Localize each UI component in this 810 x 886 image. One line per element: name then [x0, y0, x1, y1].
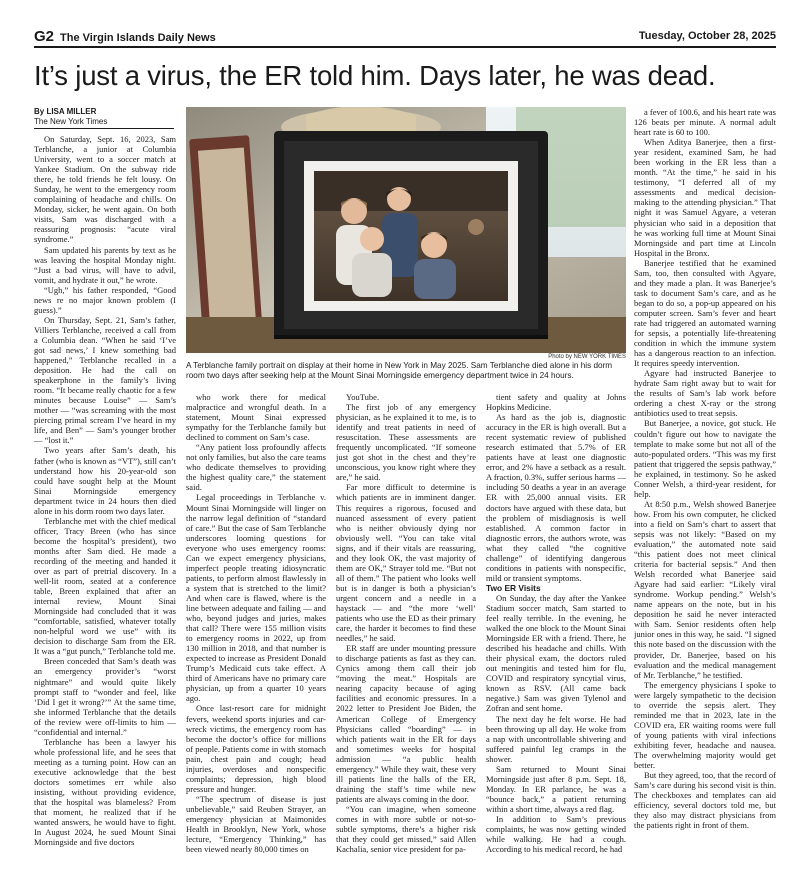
article-column-1 [34, 134, 176, 882]
article-column-3 [336, 392, 476, 882]
photo-illustration [186, 107, 626, 353]
article-paragraph: “Ugh,” his father responded, “Good news re no major known problem (I guess).” [34, 284, 176, 315]
masthead [34, 26, 776, 46]
section-subhead: Two ER Visits [486, 582, 541, 593]
page-number: G2 [34, 27, 55, 45]
headline: It’s just a virus, the ER told him. Days later, he was dead. [34, 60, 716, 91]
article-paragraph: The next day he felt worse. He had been throwing up all day. He woke from a nap with uncontrollable shivering and suffered painful leg cramps in the shower. [486, 713, 626, 764]
article-paragraph: “Any patient loss profoundly affects not only families, but also the care teams who dedicate themselves to providing the highest quality care,” the statement said. [186, 442, 326, 493]
article-paragraph: The emergency physicians I spoke to were largely sympathetic to the decision to override the sepsis alert. They reminded me that in 2023, late in the COVID era, ER waiting rooms were full of young patients with viral infections exhibiting fever, headache and nausea. The overwhelming majority would get better. [634, 679, 776, 771]
article-paragraph: YouTube. [346, 392, 380, 402]
masthead-rule [34, 46, 776, 48]
article-paragraph: Two years after Sam’s death, his father (who is known as “VT”), still can’t understand how his 20-year-old son could have sought help at the Mount Sinai Morningside emergency department twice in 24 hours then died alone in his dorm room two days later. [34, 445, 176, 516]
article-paragraph: who work there for medical malpractice and wrongful death. In a statement, Mount Sinai expressed sympathy for the Terblanche family but declined to comment on Sam’s case. [186, 392, 326, 443]
article-paragraph: a fever of 100.6, and his heart rate was 126 beats per minute. A normal adult heart rate is 60 to 100. [634, 107, 776, 138]
paper-name: The Virgin Islands Daily News [60, 31, 216, 44]
byline [34, 107, 174, 126]
article-paragraph: Legal proceedings in Terblanche v. Mount Sinai Morningside will linger on the narrow legal definition of “standard of care.” But the case of Sam Terblanche underscores looming questions for everyone who uses emergency rooms: Can we expect emergency physicians, imperfect people treating idiosyncratic patients, to perform almost flawlessly in a system that is stretched to the limit? And when care is flawed, where is the line between adequate and failing — and who, beyond judges and juries, makes that call? There were 155 million visits to emergency rooms in 2022, up from 130 million in 2018, and that number is expected to increase as President Donald Trump’s Medicaid cuts take effect. A third of Americans have no primary care physician, up from a quarter 10 years ago. [186, 492, 326, 704]
byline-author: By LISA MILLER [34, 107, 97, 116]
article-paragraph: Far more difficult to determine is which patients are in imminent danger. This requires a rigorous, focused and nuanced assessment of every patient who is neither obviously dying nor obviously well. “You can take vital signs, and if their vitals are reassuring, and they look OK, the vast majority of them are OK,” Strayer told me. “But not all of them.” The patient who looks well but is in danger is both a physician’s urgent concern and a needle in a haystack — and “the more ‘well’ patients who use the ED as their primary care, the harder it becomes to find these needles,” he said. [336, 482, 476, 644]
article-paragraph: But Banerjee, a novice, got stuck. He couldn’t figure out how to navigate the template to make some but not all of the auto-populated orders. “This was my first patient that triggered the sepsis pathway,” he explained, in testimony. So he asked Conner Welsh, a third-year resident, for help. [634, 418, 776, 499]
article-paragraph: Terblanche met with the chief medical officer, Tracy Breen (who has since become the hospital’s president), two months after Sam died. He made a recording of the meeting and handed it over as part of pretrial discovery. In a well-lit room, seated at a conference table, Breen explained that after an internal review, Mount Sinai Morningside had concluded that it was “comfortable, satisfied, whatever totally non-helpful word we use” with its decision to discharge Sam from the ER. It was a “gut punch,” Terblanche told me. [34, 515, 176, 657]
issue-date: Tuesday, October 28, 2025 [638, 30, 776, 42]
photo-credit: Photo by NEW YORK TIMES [548, 354, 626, 360]
article-paragraph: tient safety and quality at Johns Hopkins Medicine. [486, 392, 626, 413]
article-paragraph: ER staff are under mounting pressure to discharge patients as fast as they can. Cynics among them call their job “moving the meat.” Hospitals are nearing capacity because of aging facilities and economic pressures. In a 2022 letter to President Joe Biden, the American College of Emergency Physicians called “boarding” — in which patients wait in the ER for days and sometimes weeks for hospital admission — “a public health emergency.” While they wait, these very ill patients line the halls of the ER, draining the staff’s time while new patients are always coming in the door. [336, 643, 476, 804]
article-column-5 [634, 107, 776, 882]
byline-organization: The New York Times [34, 117, 108, 126]
article-paragraph: Agyare had instructed Banerjee to hydrate Sam right away but to wait for the results of Sam’s lab work before ordering a chest X-ray or the strong antibiotics used to treat sepsis. [634, 368, 776, 419]
article-paragraph: Sam updated his parents by text as he was leaving the hospital Monday night. “Just a bad virus, will have to advil, vomit, and hydrate it out,” he wrote. [34, 244, 176, 285]
article-paragraph: In addition to Sam’s previous complaints, he was now getting winded while walking. He had a cough. According to his medical record, he had [486, 813, 626, 855]
article-paragraph: But they agreed, too, that the record of Sam’s care during his second visit is thin. The checkboxes and templates can aid efficiency, several doctors told me, but they also may distract physicians from the patients right in front of them. [634, 770, 776, 831]
article-paragraph: Banerjee testified that he examined Sam, too, then consulted with Agyare, and they made a plan. It was Banerjee’s task to document Sam’s care, and as he began to do so, a pop-up appeared on his computer screen. Sam’s fever and heart rate had triggered an automated warning for sepsis, a potentially life-threatening condition in which the immune system has a dangerous reaction to an infection. It requires speedy intervention. [634, 257, 776, 369]
article-paragraph: Sam returned to Mount Sinai Morningside just after 8 p.m. Sept. 18, Monday. In ER parlance, he was a “bounce back,” a patient returning within a short time, always a red flag. [486, 763, 626, 814]
article-paragraph: On Saturday, Sept. 16, 2023, Sam Terblanche, a junior at Columbia University, went to a soccer match at Yankee Stadium. On the subway ride there, he told friends he felt lousy. On Sunday, he went to the emergency room complaining of headache and chills. On Monday, sicker, he went again. On both visits, Sam was discharged with a reassuring prognosis: “acute viral syndrome.” [34, 134, 176, 245]
article-paragraph: The first job of any emergency physician, as he explained it to me, is to identify and treat patients in need of resuscitation. These assessments are frequently uncomplicated. “If someone just got shot in the chest and they’re unconscious, you know right where they are,” he said. [336, 402, 476, 483]
article-column-4 [486, 392, 626, 882]
article-paragraph: When Aditya Banerjee, then a first-year resident, examined Sam, he had been working in the ER less than a month. “At the time,” he said in his testimony, “I deferred all of my assessments and medical decision-making to the attending physician.” That night it was Samuel Agyare, a veteran physician who said in a deposition that he was working full time at Mount Sinai Morningside and part time at Lincoln Hospital in the Bronx. [634, 137, 776, 258]
article-paragraph: On Sunday, the day after the Yankee Stadium soccer match, Sam started to feel really terrible. In the evening, he walked the one block to the Mount Sinai Morningside ER with a friend. There, he described his headache and chills. With their physical exam, the doctors ruled out meningitis and tested him for flu, COVID and respiratory syncytial virus, known as RSV. (All came back negative.) Sam was given Tylenol and Zofran and sent home. [486, 592, 626, 714]
article-paragraph: Once last-resort care for midnight fevers, weekend sports injuries and car-wreck victims, the emergency room has become the doctor’s office for millions of people. Patients come in with stomach pain, chest pain and cough; head injuries, overdoses and nonspecific complaints; depression, high blood pressure and hunger. [186, 703, 326, 794]
article-paragraph: At 8:50 p.m., Welsh showed Banerjee how. From his own computer, he clicked into a field on Sam’s chart to assert that sepsis was not likely: “Based on my evaluation,” the automated note said “this patient does not meet clinical criteria for bacterial sepsis.” And then Welsh recorded what Banerjee said Agyare had said earlier: “Likely viral syndrome. Workup pending.” Welsh’s name appears on the note, but in his deposition he said he never interacted with Sam. Senior residents often help junior ones in this way, he said. “I signed this note based on the discussion with the provider, Dr. Banerjee, based on his evaluation and the medical management of Mr. Terblanche,” he testified. [634, 498, 776, 680]
masthead-left [34, 28, 216, 45]
article-paragraph: Terblanche has been a lawyer his whole professional life, and he sees that meeting as a turning point. How can an executive acknowledge that the best doctors sometimes err while also insisting, without providing evidence, that the hospital was blameless? From that moment, he realized that if he wanted answers, he would have to fight. In August 2024, he sued Mount Sinai Morningside and five doctors [34, 736, 176, 848]
article-paragraph: On Thursday, Sept. 21, Sam’s father, Villiers Terblanche, received a call from a Columbia dean. “When he said ‘I’ve got sad news,’ I knew something bad happened,” Terblanche recalled in a deposition. He had the call on speakerphone in the family’s living room. “It became really chaotic for a few minutes because Louise” — Sam’s mother — “was screaming with the most piercing primal scream I’ve heard in my life, and Ben” — Sam’s younger brother — “lost it.” [34, 314, 176, 446]
article-paragraph: As hard as the job is, diagnostic accuracy in the ER is high overall. But a recent systematic review of published research estimated that 5.7% of ER patients have at least one diagnostic error, and 2% have a setback as a result. A fraction, 0.3%, suffer serious harms — including 50 deaths a year in an average ER with 25,000 annual visits. ER doctors have argued with these data, but the problem of misdiagnosis is well established. A common factor in diagnostic errors, the authors wrote, was what they called “the cognitive challenge” of identifying dangerous conditions in patients with nonspecific, mild or transient symptoms. [486, 412, 626, 583]
article-paragraph: Breen conceded that Sam’s death was an emergency provider’s “worst nightmare” and would quite likely prompt staff to “wonder and feel, like ‘Did I get it wrong?’” At the same time, she informed Terblanche that the details of the review were off-limits to him — “confidential and internal.” [34, 656, 176, 737]
photo-caption: A Terblanche family portrait on display at their home in New York in May 2025. Sam Terblanche died alone in his dorm room two days after seeking help at the Mount Sinai Morningside emergency department twice in 24 hours. [186, 361, 613, 380]
article-paragraph: “The spectrum of disease is just unbelievable,” said Reuben Strayer, an emergency physician at Maimonides Health in Brooklyn, New York, whose lecture, “Emergency Thinking,” has been viewed nearly 80,000 times on [186, 793, 326, 855]
byline-rule [34, 128, 174, 129]
article-paragraph: “You can imagine, when someone comes in with more subtle or not-so-subtle symptoms, there’s a higher risk that they could get missed,” said Allen Kachalia, senior vice president for pa- [336, 803, 476, 855]
family-portrait-photo [186, 107, 626, 353]
article-column-2 [186, 392, 326, 882]
